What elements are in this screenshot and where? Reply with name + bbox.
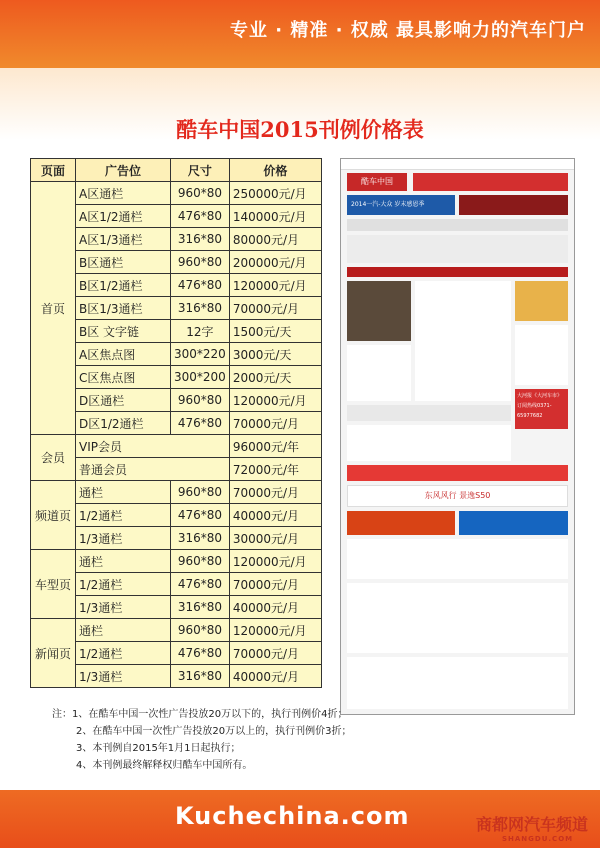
price-cell: 96000元/年 <box>229 435 321 458</box>
price-cell: 120000元/月 <box>229 274 321 297</box>
screenshot-hotline: 订阅热线0371-65977682 <box>517 403 552 419</box>
price-cell: 40000元/月 <box>229 504 321 527</box>
screenshot-logo: 酷车中国 <box>347 173 407 191</box>
screenshot-nav <box>347 219 568 231</box>
note-3: 3、本刊例自2015年1月1日起执行； <box>76 743 241 754</box>
page-group-cell: 车型页 <box>31 550 76 619</box>
price-cell: 3000元/天 <box>229 343 321 366</box>
page-group-cell: 频道页 <box>31 481 76 550</box>
note-4: 4、本刊例最终解释权归酷车中国所有。 <box>76 760 253 771</box>
position-cell: 1/2通栏 <box>76 504 171 527</box>
table-row <box>31 435 322 458</box>
price-cell: 70000元/月 <box>229 481 321 504</box>
notes <box>52 706 351 774</box>
screenshot-ad-top <box>413 173 568 191</box>
position-cell: 1/3通栏 <box>76 665 171 688</box>
size-cell: 300*200 <box>171 366 230 389</box>
position-cell: C区焦点图 <box>76 366 171 389</box>
position-cell: B区通栏 <box>76 251 171 274</box>
screenshot-left-list <box>347 345 411 401</box>
price-cell: 80000元/月 <box>229 228 321 251</box>
price-cell: 40000元/月 <box>229 665 321 688</box>
size-cell: 316*80 <box>171 228 230 251</box>
price-cell: 120000元/月 <box>229 619 321 642</box>
screenshot-ad-half-2 <box>459 511 568 535</box>
screenshot-topbar <box>341 159 574 170</box>
screenshot-ad-banner-1: 2014一汽-大众 岁末感恩季 <box>347 195 455 215</box>
screenshot-side-list <box>515 325 568 385</box>
size-cell: 12字 <box>171 320 230 343</box>
header-price: 价格 <box>229 159 321 182</box>
size-cell: 316*80 <box>171 297 230 320</box>
screenshot-photo-row <box>347 425 511 461</box>
note-1: 注：1、在酷车中国一次性广告投放20万以下的，执行刊例价4折； <box>52 709 348 720</box>
size-cell: 476*80 <box>171 412 230 435</box>
position-cell: A区1/3通栏 <box>76 228 171 251</box>
size-cell: 960*80 <box>171 182 230 205</box>
page-group-cell: 会员 <box>31 435 76 481</box>
table-body <box>31 182 322 688</box>
screenshot-side-ad <box>515 281 568 321</box>
size-cell: 476*80 <box>171 642 230 665</box>
screenshot-news-list <box>415 281 511 401</box>
header-page: 页面 <box>31 159 76 182</box>
price-table <box>30 158 322 688</box>
footer-domain: Kuchechina.com <box>175 802 410 830</box>
screenshot-ad-thin <box>347 267 568 277</box>
size-cell: 960*80 <box>171 550 230 573</box>
header-banner <box>0 0 600 68</box>
position-cell: A区1/2通栏 <box>76 205 171 228</box>
screenshot-focus-image <box>347 281 411 341</box>
position-cell: B区1/2通栏 <box>76 274 171 297</box>
note-2: 2、在酷车中国一次性广告投放20万以上的，执行刊例价3折； <box>76 726 352 737</box>
position-cell: 1/3通栏 <box>76 527 171 550</box>
watermark-text: 商都网汽车频道 <box>475 815 588 834</box>
screenshot-ad-banner-2 <box>515 389 568 429</box>
size-cell: 960*80 <box>171 251 230 274</box>
watermark-url: SHANGDU.COM <box>501 835 574 843</box>
size-cell: 476*80 <box>171 504 230 527</box>
position-cell: VIP会员 <box>76 435 230 458</box>
price-cell: 40000元/月 <box>229 596 321 619</box>
price-cell: 250000元/月 <box>229 182 321 205</box>
position-cell: 普通会员 <box>76 458 230 481</box>
position-cell: D区1/2通栏 <box>76 412 171 435</box>
header-position: 广告位 <box>76 159 171 182</box>
price-cell: 70000元/月 <box>229 642 321 665</box>
screenshot-car-strip <box>347 235 568 263</box>
size-cell: 300*220 <box>171 343 230 366</box>
website-screenshot <box>340 158 575 715</box>
screenshot-table-area <box>347 583 568 653</box>
screenshot-section-bar <box>347 405 511 421</box>
table-row <box>31 481 322 504</box>
screenshot-ad-wide <box>347 465 568 481</box>
screenshot-ad-banner-3: 东风风行 景逸S50 <box>347 485 568 507</box>
slogan: 专业 · 精准 · 权威 最具影响力的汽车门户 <box>229 20 586 41</box>
position-cell: 通栏 <box>76 619 171 642</box>
screenshot-ad-banner-1b <box>459 195 568 215</box>
table-row <box>31 182 322 205</box>
screenshot-brand-logos <box>347 539 568 579</box>
table-header-row <box>31 159 322 182</box>
page-group-cell: 新闻页 <box>31 619 76 688</box>
price-cell: 1500元/天 <box>229 320 321 343</box>
price-cell: 120000元/月 <box>229 389 321 412</box>
price-cell: 70000元/月 <box>229 412 321 435</box>
table-row <box>31 619 322 642</box>
price-cell: 70000元/月 <box>229 297 321 320</box>
position-cell: B区 文字链 <box>76 320 171 343</box>
page-title: 酷车中国2015刊例价格表 <box>176 117 424 142</box>
position-cell: 通栏 <box>76 550 171 573</box>
price-cell: 140000元/月 <box>229 205 321 228</box>
price-cell: 120000元/月 <box>229 550 321 573</box>
price-cell: 2000元/天 <box>229 366 321 389</box>
screenshot-ad-banner-2-title: 大河报《大河车市》 <box>517 393 563 399</box>
screenshot-car-gallery <box>347 657 568 709</box>
position-cell: A区通栏 <box>76 182 171 205</box>
table-row <box>31 550 322 573</box>
size-cell: 476*80 <box>171 205 230 228</box>
size-cell: 316*80 <box>171 596 230 619</box>
size-cell: 476*80 <box>171 573 230 596</box>
price-cell: 30000元/月 <box>229 527 321 550</box>
position-cell: D区通栏 <box>76 389 171 412</box>
header-size: 尺寸 <box>171 159 230 182</box>
size-cell: 960*80 <box>171 619 230 642</box>
position-cell: A区焦点图 <box>76 343 171 366</box>
position-cell: 通栏 <box>76 481 171 504</box>
price-cell: 200000元/月 <box>229 251 321 274</box>
page-group-cell: 首页 <box>31 182 76 435</box>
screenshot-ad-half-1 <box>347 511 455 535</box>
size-cell: 316*80 <box>171 527 230 550</box>
size-cell: 960*80 <box>171 481 230 504</box>
watermark <box>476 812 588 843</box>
price-cell: 72000元/年 <box>229 458 321 481</box>
size-cell: 960*80 <box>171 389 230 412</box>
position-cell: 1/3通栏 <box>76 596 171 619</box>
size-cell: 476*80 <box>171 274 230 297</box>
price-cell: 70000元/月 <box>229 573 321 596</box>
size-cell: 316*80 <box>171 665 230 688</box>
position-cell: 1/2通栏 <box>76 573 171 596</box>
position-cell: B区1/3通栏 <box>76 297 171 320</box>
position-cell: 1/2通栏 <box>76 642 171 665</box>
